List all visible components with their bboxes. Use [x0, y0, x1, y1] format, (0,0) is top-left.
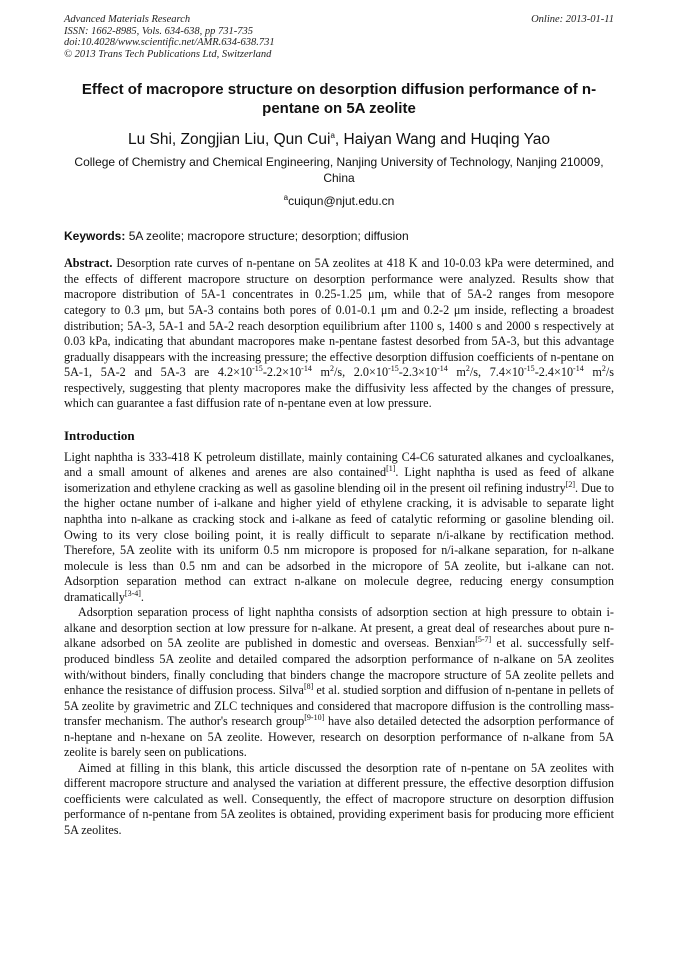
abstract — [64, 256, 614, 411]
intro-paragraph-3: Aimed at filling in this blank, this article discussed the desorption rate of n-pentane on 5A zeolites with different macropore structure and analysed the variation at different pressure, the effective desorption diffusion coefficients were calculated as well. Consequently, the effect of macropore structure on desorption diffusion performance of n-pentane from 5A zeolites is obtained, providing experiment basis for producing more efficient 5A zeolites. — [64, 760, 614, 837]
authors-part-2: , Haiyan Wang and Huqing Yao — [334, 131, 551, 149]
authors-part-1: Lu Shi, Zongjian Liu, Qun Cui — [127, 131, 331, 149]
exponent: -14 — [437, 364, 448, 374]
journal-copyright: © 2013 Trans Tech Publications Ltd, Switzerland — [64, 48, 272, 60]
abstract-text: m — [311, 365, 330, 380]
paragraph-text: . Light naphtha is used as feed of alkane isomerization and ethylene cracking as well as gasoline blending oil in the present oil refining industry — [64, 465, 614, 495]
citation-ref: [2] — [565, 479, 576, 489]
affiliation: College of Chemistry and Chemical Engineering, Nanjing University of Technology, Nanjing 210009, China — [74, 155, 604, 185]
paragraph-text: have also detailed detected the adsorption performance of n-heptane and n-hexane on 5A zeolite. However, research on desorption performance of n-alkane from 5A zeolite is barely seen on publications. — [64, 714, 614, 760]
paper-page — [64, 14, 614, 839]
email-address: cuiqun@njut.edu.cn — [288, 194, 395, 209]
abstract-text: /s, 7.4×10 — [469, 365, 525, 380]
exponent: 2 — [601, 364, 606, 374]
paragraph-text: Light naphtha is 333-418 K petroleum distillate, mainly containing C4-C6 saturated alkanes and cycloalkanes, and a small amount of alkenes and arenes are also contained — [64, 449, 614, 480]
abstract-text: /s respectively, suggesting that plenty macropores make the diffusivity less affected by the changes of pressure, which can guarantee a fast diffusion rate of n-pentane even at low pressure. — [64, 365, 614, 411]
intro-paragraph-1 — [64, 450, 614, 605]
citation-ref: [8] — [303, 681, 314, 691]
abstract-label: Abstract. — [64, 256, 113, 271]
journal-doi: doi:10.4028/www.scientific.net/AMR.634-638.731 — [64, 37, 275, 49]
intro-paragraph-2 — [64, 605, 614, 760]
paragraph-text: . Due to the higher octane number of i-alkane and higher yield of ethylene cracking, it is advisable to separate light naphtha into n-alkane as cracking stock and i-alkane as feed of catalytic reforming or gasoline blending oil. Owing to its very close boiling point, it is really difficult to separate n/i-alkane by rectification method. Therefore, 5A zeolite with its uniform 0.5 nm micropore is proposed for n/i-alkane separation, for n-alkane molecule is less than 0.5 nm and can be adsorbed in the micropore of 5A zeolite, but i-alkane can not. Adsorption separation method can extract n-alkane on molecule degree, reducing energy consumption dramatically — [64, 480, 614, 604]
exponent: 2 — [329, 364, 334, 374]
exponent: -14 — [573, 364, 584, 374]
keywords-label: Keywords: — [64, 229, 126, 244]
paragraph-text: et al. successfully self-produced bindless 5A zeolite and detailed compared the adsorption performance of n-alkane on 5A zeolites with/without binders, finally concluding that binders change the macropore structure of 5A zeolite pellets and enhance the resistance of diffusion process. Silva — [64, 636, 614, 698]
exponent: -15 — [524, 364, 535, 374]
exponent: -15 — [252, 364, 263, 374]
keywords-text: 5A zeolite; macropore structure; desorption; diffusion — [125, 229, 409, 244]
abstract-text: -2.3×10 — [398, 365, 438, 380]
author-affil-mark: a — [330, 131, 335, 141]
citation-ref: [1] — [386, 464, 396, 474]
journal-issn: ISSN: 1662-8985, Vols. 634-638, pp 731-735 — [64, 25, 253, 37]
paragraph-text: et al. studied sorption and diffusion of n-pentane in pellets of 5A zeolite by gravimetric and ZLC techniques and considered that macropore diffusion is the controlling mass-transfer mechanism. The author's research group — [64, 683, 614, 729]
citation-ref: [5-7] — [475, 635, 492, 645]
citation-ref: [9-10] — [304, 713, 325, 723]
email-line — [64, 194, 614, 209]
section-heading-introduction: Introduction — [64, 427, 135, 443]
abstract-text: Desorption rate curves of n-pentane on 5A zeolites at 418 K and 10-0.03 kPa were determined, and the effects of different macropore structure on desorption performance were analyzed. Results show that macropore distribution of 5A-1 concentrates in 0.25-1.25 μm, while that of 5A-2 ranges from mesopore category to 0.3 μm, but 5A-3 contains both pores of 0.01-0.1 μm and 0.2-2 μm inside, reflecting a broadest distribution; 5A-3, 5A-1 and 5A-2 reach desorption equilibrium after 1100 s, 1400 s and 2000 s respectively at 0.03 kPa, indicating that abundant macropores make n-pentane fastest desorbed from 5A-3, but this advantage gradually disappears with the increasing pressure; the effective desorption diffusion coefficients of n-pentane on 5A-1, 5A-2 and 5A-3 are 4.2×10 — [64, 256, 614, 380]
exponent: -14 — [301, 364, 312, 374]
abstract-text: /s, 2.0×10 — [333, 365, 389, 380]
citation-ref: [3-4] — [124, 588, 141, 598]
exponent: -15 — [388, 364, 399, 374]
abstract-text: m — [447, 365, 466, 380]
online-date: Online: 2013-01-11 — [531, 14, 614, 25]
paragraph-text: Adsorption separation process of light naphtha consists of adsorption section at high pressure to obtain i-alkane and desorption section at low pressure for n-alkane. At present, a great deal of researches about pure n-alkane adsorbed on 5A zeolite are published in domestic and overseas. Benxian — [64, 605, 614, 651]
paragraph-text: . — [140, 589, 144, 604]
journal-name: Advanced Materials Research — [64, 14, 191, 25]
keywords — [64, 229, 614, 244]
abstract-text: m — [583, 365, 602, 380]
exponent: 2 — [465, 364, 470, 374]
paper-title: Effect of macropore structure on desorption diffusion performance of n-pentane on 5A zeolite — [81, 81, 597, 118]
abstract-text: -2.2×10 — [262, 365, 302, 380]
author-list — [64, 130, 614, 149]
journal-header — [64, 14, 614, 60]
email-affil-mark: a — [283, 193, 289, 203]
journal-info — [64, 14, 275, 60]
abstract-text: -2.4×10 — [534, 365, 574, 380]
